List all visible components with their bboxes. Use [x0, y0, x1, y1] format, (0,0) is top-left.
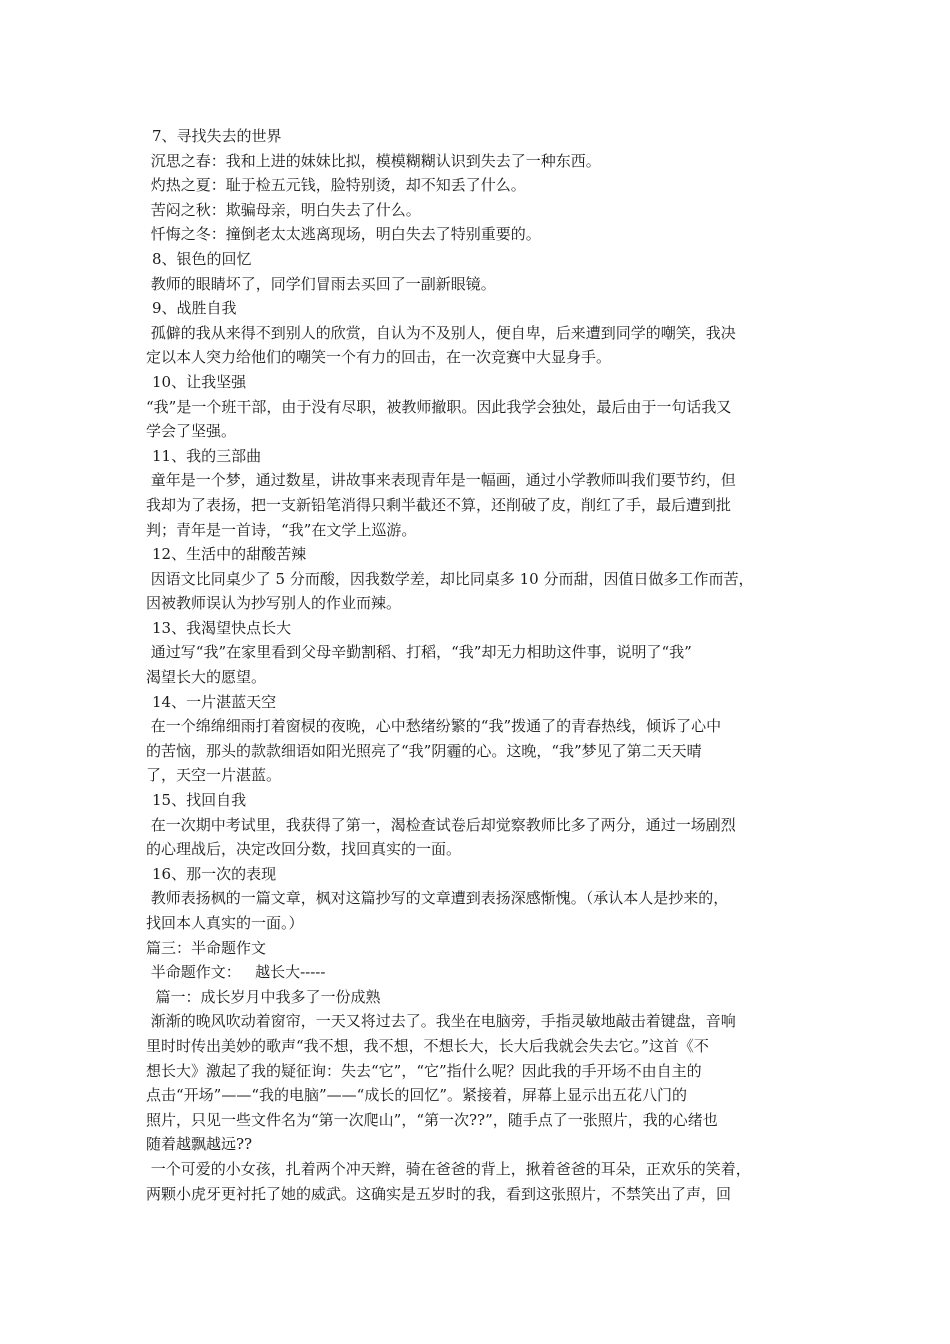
text-line: 定以本人突力给他们的嘲笑一个有力的回击，在一次竞赛中大显身手。	[146, 348, 612, 367]
text-line: 孤僻的我从来得不到别人的欣赏，自认为不及别人，便自卑，后来遭到同学的嘲笑，我决	[146, 323, 736, 342]
text-line: 童年是一个梦，通过数星，讲故事来表现青年是一幅画，通过小学教师叫我们要节约，但	[146, 471, 736, 490]
section-heading: 14、一片湛蓝天空	[152, 692, 277, 711]
text-line: 照片，只见一些文件名为“第一次爬山”，“第一次??”，随手点了一张照片，我的心绪也	[146, 1110, 718, 1129]
text-line: 沉思之春：我和上进的妹妹比拟，模模糊糊认识到失去了一种东西。	[146, 151, 601, 170]
text-line: 一个可爱的小女孩，扎着两个冲天辫，骑在爸爸的背上，揪着爸爸的耳朵，正欢乐的笑着，	[146, 1159, 751, 1178]
text-line: 随着越飘越远??	[146, 1135, 253, 1154]
text-line: 渐渐的晚风吹动着窗帘，一天又将过去了。我坐在电脑旁，手指灵敏地敲击着键盘，音响	[146, 1012, 736, 1031]
text-line: 在一次期中考试里，我获得了第一，渴检查试卷后却觉察教师比多了两分，通过一场剧烈	[146, 815, 736, 834]
text-line: 忏悔之冬：撞倒老太太逃离现场，明白失去了特别重要的。	[146, 225, 541, 244]
text-line: 找回本人真实的一面。）	[146, 914, 304, 932]
text-line: 我却为了表扬，把一支新铅笔消得只剩半截还不算，还削破了皮，削红了手，最后遭到批	[146, 495, 732, 514]
text-line: 判；青年是一首诗，“我”在文学上巡游。	[146, 520, 417, 539]
text-line: 灼热之夏：耻于检五元钱，脸特别烫，却不知丢了什么。	[146, 176, 526, 195]
section-heading: 7、寻找失去的世界	[152, 127, 282, 145]
text-line: 通过写“我”在家里看到父母辛勤割稻、打稻，“我”却无力相助这件事，说明了“我”	[146, 643, 692, 662]
section-heading: 10、让我坚强	[152, 372, 247, 391]
text-line: 学会了坚强。	[146, 422, 237, 441]
text-line: 渴望长大的愿望。	[146, 668, 267, 687]
section-heading: 15、找回自我	[152, 791, 247, 810]
text-line: 教师的眼睛坏了，同学们冒雨去买回了一副新眼镜。	[146, 274, 496, 293]
text-line: 苦闷之秋：欺骗母亲，明白失去了什么。	[146, 200, 421, 219]
document-page	[146, 124, 810, 1206]
text-line: 因被教师误认为抄写别人的作业而辣。	[146, 594, 402, 613]
text-line: 篇三：半命题作文	[146, 938, 267, 957]
section-heading: 8、银色的回忆	[152, 249, 252, 268]
text-line: 里时时传出美妙的歌声“我不想，我不想，不想长大，长大后我就会失去它。”这首《不	[146, 1036, 709, 1055]
section-heading: 13、我渴望快点长大	[152, 618, 292, 637]
text-line: 的苦恼，那头的款款细语如阳光照亮了“我”阴霾的心。这晚，“我”梦见了第二天天晴	[146, 741, 702, 760]
text-line: 在一个绵绵细雨打着窗棂的夜晚，心中愁绪纷繁的“我”拨通了的青春热线，倾诉了心中	[146, 717, 722, 736]
text-line: 点击“开场”——“我的电脑”——“成长的回忆”。紧接着，屏幕上显示出五花八门的	[146, 1086, 688, 1105]
section-heading: 9、战胜自我	[152, 299, 237, 318]
text-line: 因语文比同桌少了 5 分而酸，因我数学差，却比同桌多 10 分而甜，因值日做多工作而苦，	[146, 569, 754, 588]
text-line: “我”是一个班干部，由于没有尽职，被教师撤职。因此我学会独处，最后由于一句话我又	[146, 397, 732, 416]
section-heading: 12、生活中的甜酸苦辣	[152, 545, 307, 564]
text-line: 教师表扬枫的一篇文章，枫对这篇抄写的文章遭到表扬深感惭愧。（承认本人是抄来的，	[146, 889, 729, 908]
text-line: 篇一：成长岁月中我多了一份成熟	[146, 987, 381, 1006]
text-line: 两颗小虎牙更衬托了她的威武。这确实是五岁时的我，看到这张照片，不禁笑出了声，回	[146, 1184, 732, 1203]
text-line: 半命题作文： 越长大-----	[146, 963, 326, 982]
section-heading: 16、那一次的表现	[152, 864, 277, 883]
text-line: 的心理战后，决定改回分数，找回真实的一面。	[146, 840, 462, 859]
section-heading: 11、我的三部曲	[152, 446, 262, 465]
text-line: 了，天空一片湛蓝。	[146, 766, 282, 785]
text-line: 想长大》激起了我的疑征询：失去“它”，“它”指什么呢？因此我的手开场不由自主的	[146, 1061, 702, 1080]
